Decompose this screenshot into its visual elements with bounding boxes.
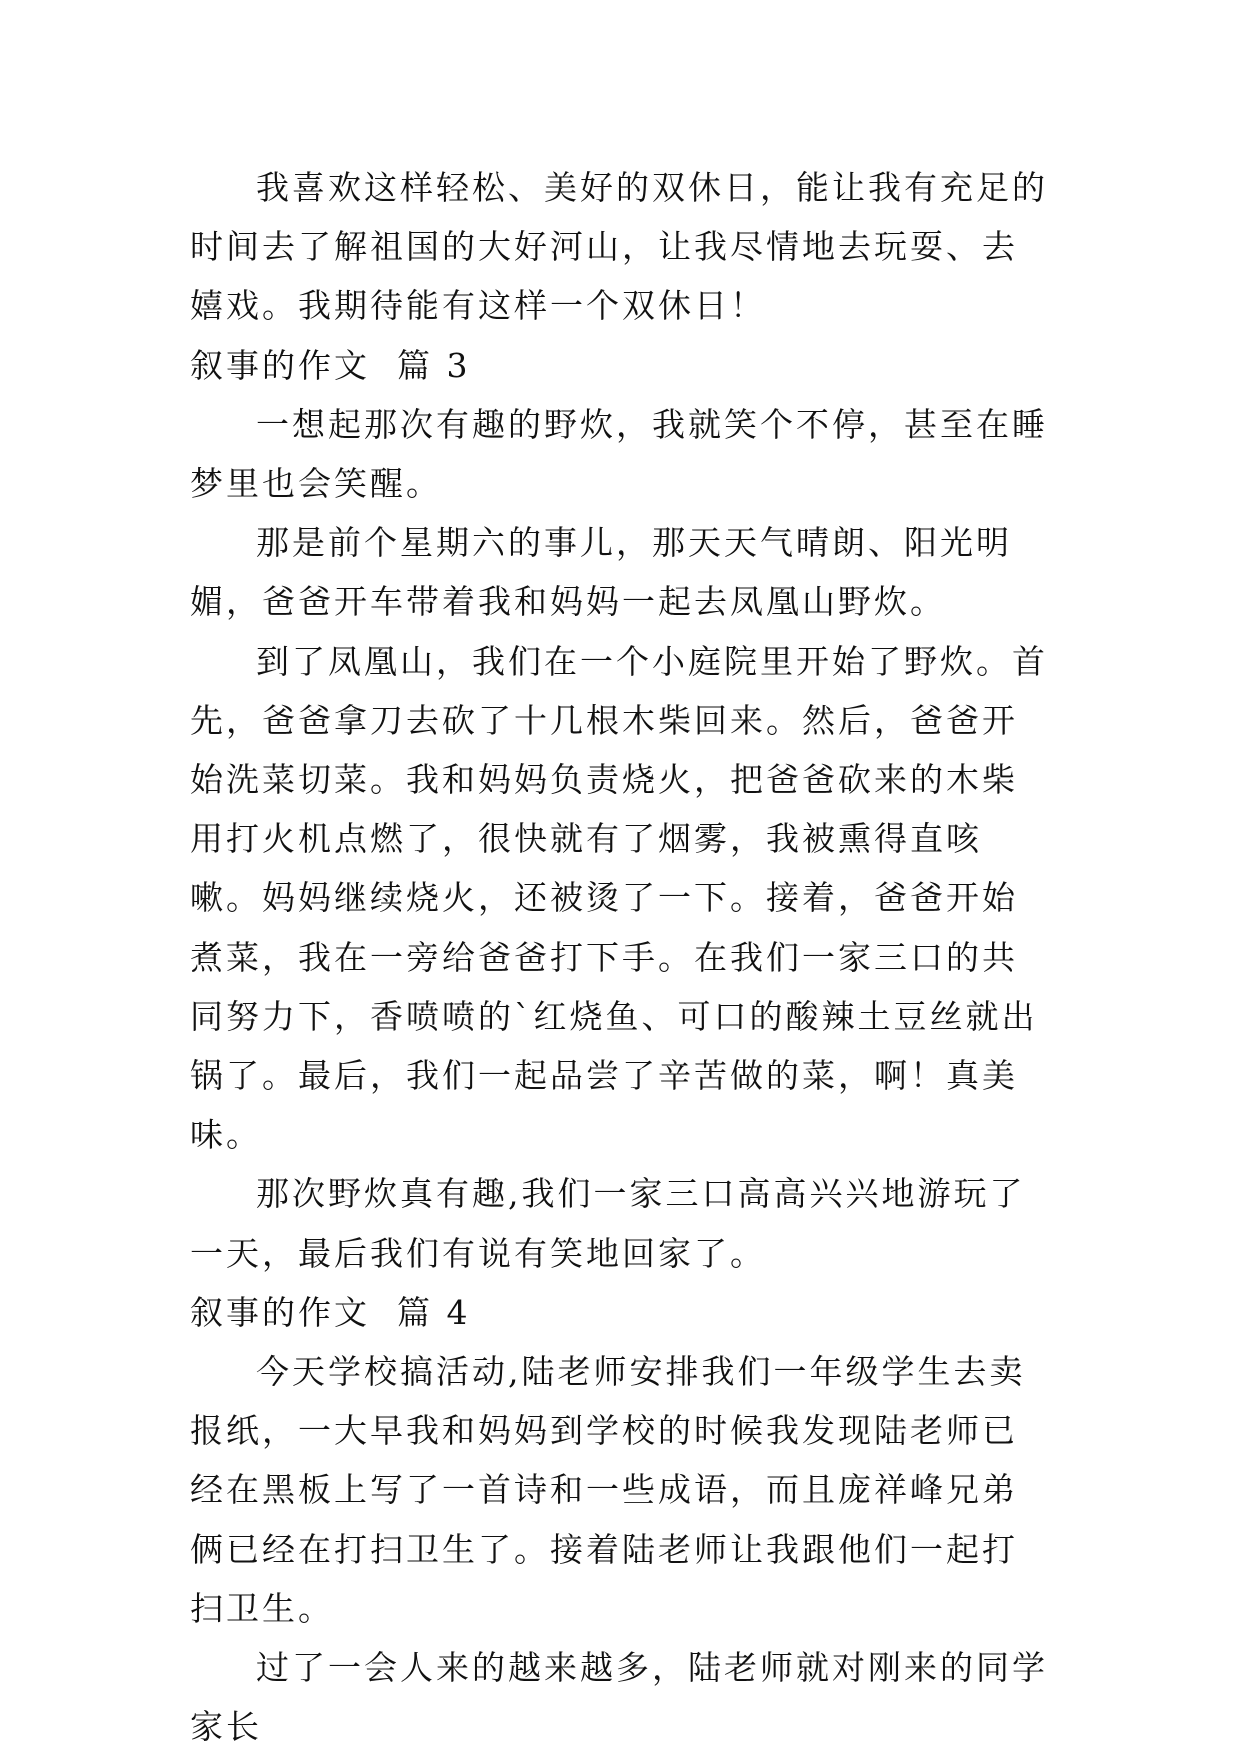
paragraph-3-2: 那是前个星期六的事儿，那天天气晴朗、阳光明媚，爸爸开车带着我和妈妈一起去凤凰山野炊。 [190, 523, 1012, 622]
paragraph-intro-ending: 我喜欢这样轻松、美好的双休日，能让我有充足的时间去了解祖国的大好河山，让我尽情地去玩耍、去嬉戏。我期待能有这样一个双休日！ [190, 168, 1048, 326]
paragraph-3-1: 一想起那次有趣的野炊，我就笑个不停，甚至在睡梦里也会笑醒。 [190, 404, 1048, 504]
section-heading-4: 叙事的作文 篇 4 [190, 1292, 471, 1332]
section-heading-3: 叙事的作文 篇 3 [190, 345, 471, 385]
paragraph-4-2: 过了一会人来的越来越多，陆老师就对刚来的同学家长 [190, 1648, 1048, 1747]
paragraph-3-4: 那次野炊真有趣,我们一家三口高高兴兴地游玩了一天，最后我们有说有笑地回家了。 [190, 1174, 1026, 1273]
document-body [190, 158, 1052, 1756]
paragraph-3-3: 到了凤凰山，我们在一个小庭院里开始了野炊。首先，爸爸拿刀去砍了十几根木柴回来。然后，爸爸开始洗菜切菜。我和妈妈负责烧火，把爸爸砍来的木柴用打火机点燃了，很快就有了烟雾，我被熏得直咳嗽。妈妈继续烧火，还被烫了一下。接着，爸爸开始煮菜，我在一旁给爸爸打下手。在我们一家三口的共同努力下，香喷喷的`红烧鱼、可口的酸辣土豆丝就出锅了。最后，我们一起品尝了辛苦做的菜，啊！真美味。 [190, 641, 1048, 1155]
paragraph-4-1: 今天学校搞活动,陆老师安排我们一年级学生去卖报纸，一大早我和妈妈到学校的时候我发现陆老师已经在黑板上写了一首诗和一些成语，而且庞祥峰兄弟俩已经在打扫卫生了。接着陆老师让我跟他们一起打扫卫生。 [190, 1352, 1026, 1628]
